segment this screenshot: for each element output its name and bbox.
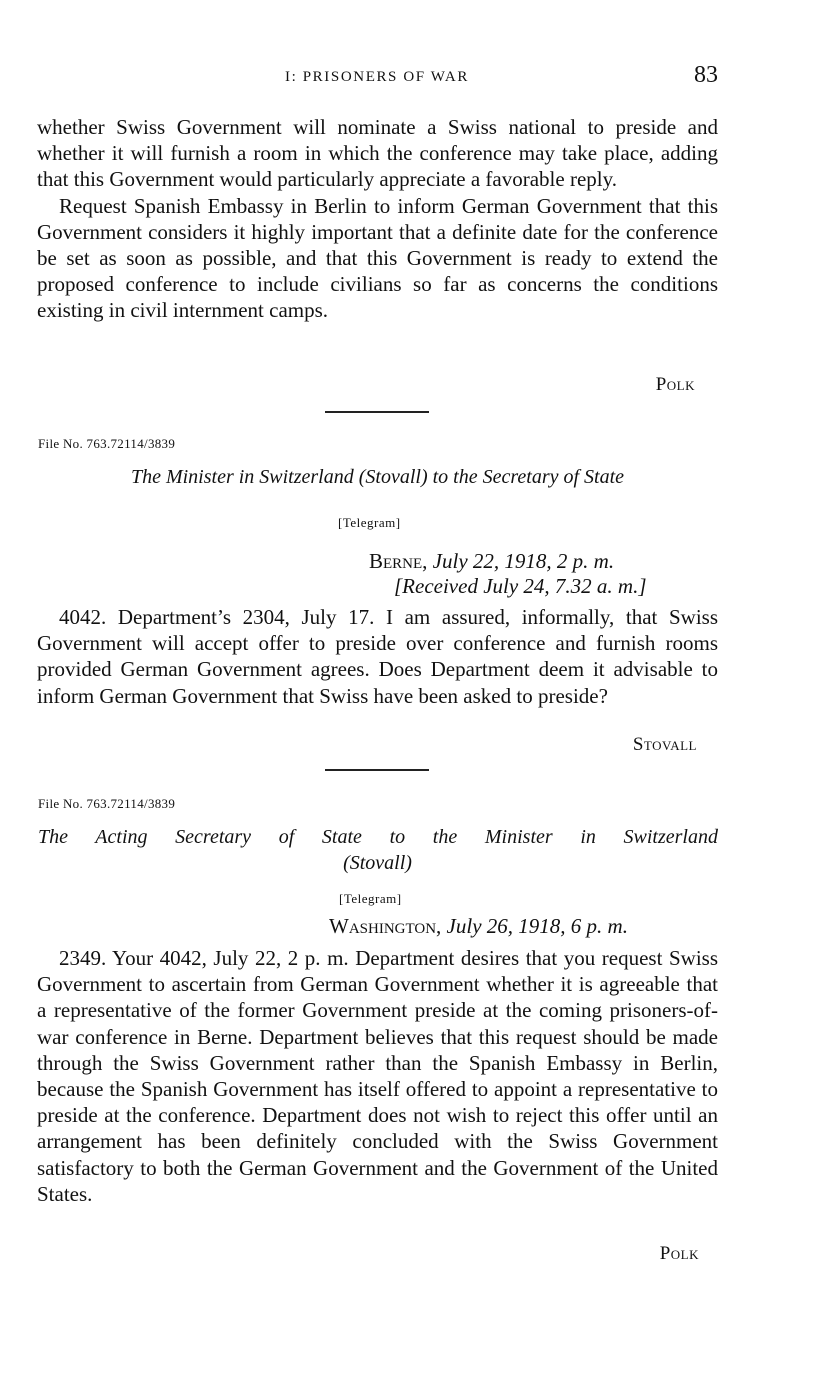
file-number-2: File No. 763.72114/3839 [38,436,176,451]
section-divider-2 [325,769,429,771]
received-line-2: [Received July 24, 7.32 a. m.] [394,574,647,598]
dateline-date-2: July 22, 1918, 2 p. m. [432,549,615,573]
page-header [36,60,718,94]
file-number-3: File No. 763.72114/3839 [38,796,176,811]
telegram-text-2: 4042. Department’s 2304, July 17. I am assured, informally, that Swiss Government will accept offer to preside over conference and furnish rooms provided German Government agrees. Does Department deem it advisable to inform German Government that Swiss have been asked to preside? [37,605,718,708]
telegram-text-3: 2349. Your 4042, July 22, 2 p. m. Department desires that you request Swiss Government to ascertain from German Government whether it is agreeable that a representative of the former Government preside at the coming prisoners-of-war conference in Berne. Department believes that this request should be made through the Swiss Government rather than the Spanish Embassy in Berlin, because the Spanish Government has itself offered to appoint a representative to preside at the conference. Department does not wish to reject this offer until an arrangement has been definitely concluded with the Swiss Government satisfactory to both the German Government and the Government of the United States. [37,946,718,1206]
telegram-label-3: [Telegram] [339,891,402,906]
document-title-3-line1: The Acting Secretary of State to the Minister in Switzerland [38,826,718,848]
telegram-label-2: [Telegram] [338,515,401,530]
signature-polk-2: Polk [659,1243,699,1264]
telegram-body-3 [37,945,718,1207]
dateline-place-2: Berne, [369,549,428,573]
dateline-date-3: July 26, 1918, 6 p. m. [446,914,628,938]
page-number: 83 [694,62,718,88]
section1-text [37,114,718,324]
document-title-2: The Minister in Switzerland (Stovall) to the Secretary of State [130,466,625,488]
telegram-body-2 [37,604,718,709]
dateline-place-3: Washington, [329,914,442,938]
continued-paragraph: whether Swiss Government will nominate a Swiss national to preside and whether it will furnish a room in which the conference may take place, adding that this Government would particularly appreciate a favorable reply. [37,115,718,192]
signature-stovall: Stovall [632,734,697,755]
document-title-3-line2: (Stovall) [343,852,412,874]
dateline-2 [369,549,614,574]
running-head: I: PRISONERS OF WAR [285,69,469,85]
dateline-3 [329,914,628,939]
signature-polk-1: Polk [655,374,695,395]
instruction-paragraph: Request Spanish Embassy in Berlin to inform German Government that this Government considers it highly important that a definite date for the conference be set as soon as possible, and that this Government is ready to extend the proposed conference to include civilians so far as concerns the conditions existing in civil internment camps. [37,193,718,323]
section-divider-1 [325,411,429,413]
